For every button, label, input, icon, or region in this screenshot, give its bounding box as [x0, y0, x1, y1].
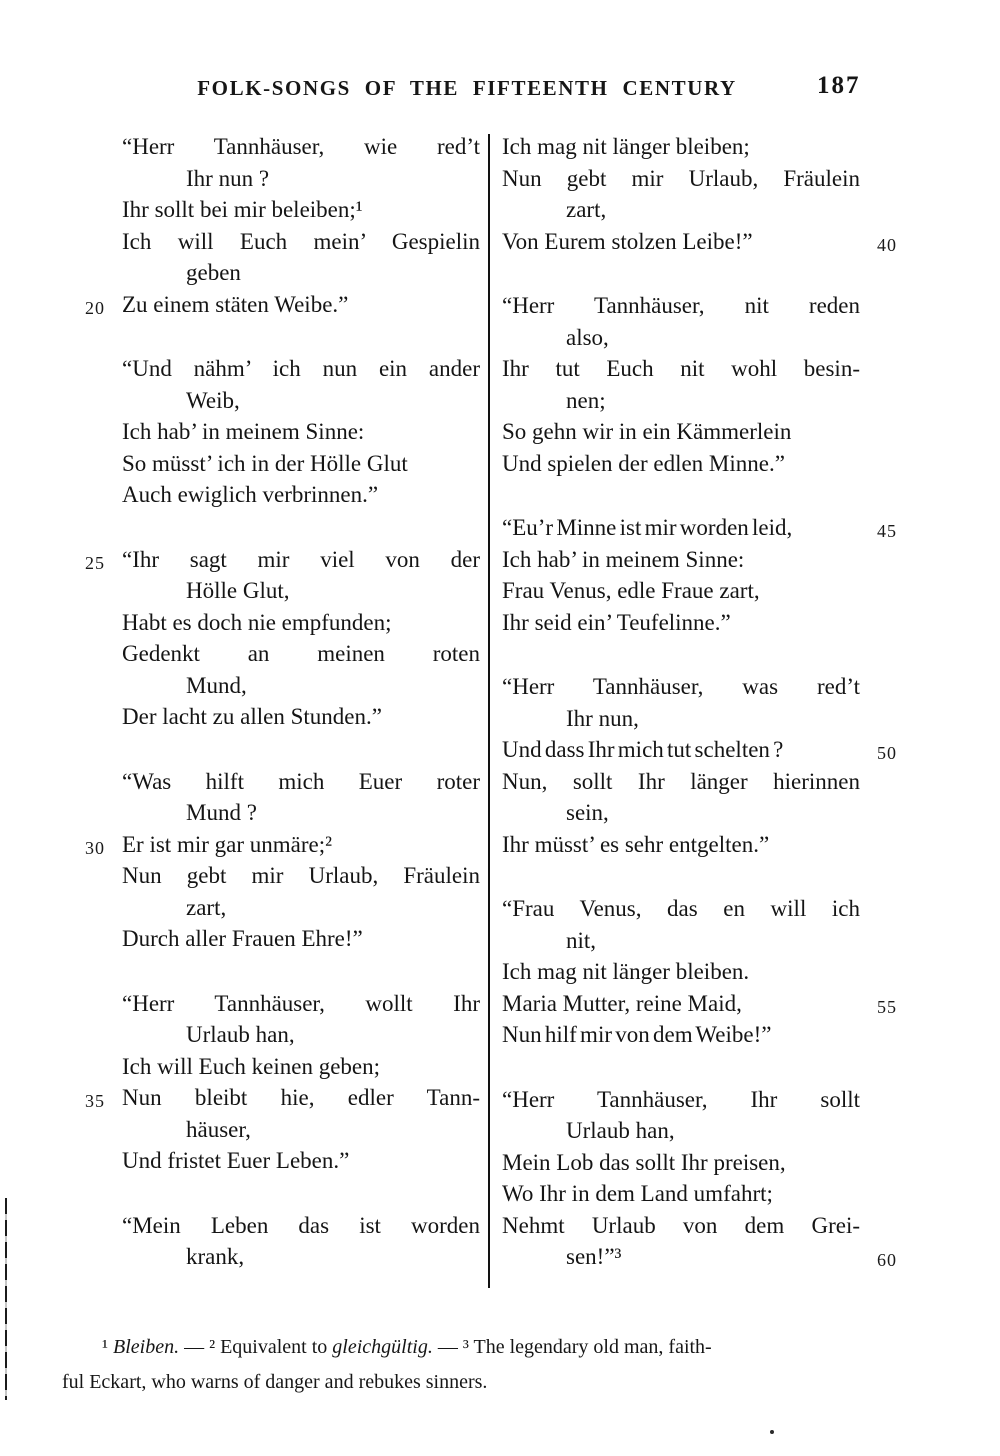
verse-line-continuation	[502, 1241, 897, 1273]
verse-line	[502, 1019, 860, 1051]
verse-line-continuation	[502, 703, 860, 735]
verse-line	[502, 956, 860, 988]
footnote-text: — ² Equivalent to	[179, 1336, 333, 1358]
verse-line	[502, 226, 897, 258]
verse-text: “Eu’r Minne ist mir worden leid,	[502, 515, 793, 540]
verse-text: Weib,	[186, 387, 240, 413]
verse-line	[85, 1082, 480, 1114]
stanza	[85, 544, 480, 733]
verse-line	[502, 544, 860, 576]
verse-text: Nun gebt mir Urlaub, Fräulein	[122, 863, 480, 888]
verse-text: Und fristet Euer Leben.”	[122, 1148, 350, 1173]
verse-line-continuation	[502, 322, 860, 354]
line-number: 25	[85, 552, 105, 573]
ink-speck	[770, 1430, 774, 1434]
verse-line	[122, 638, 480, 670]
verse-line	[122, 353, 480, 385]
verse-text: “Und nähm’ ich nun ein ander	[122, 356, 480, 381]
verse-line	[502, 829, 860, 861]
verse-line	[502, 1147, 860, 1179]
verse-text: Habt es doch nie empfunden;	[122, 609, 392, 635]
verse-line	[122, 923, 480, 955]
verse-text: krank,	[186, 1244, 245, 1269]
verse-line-continuation	[502, 1115, 860, 1147]
verse-text: Von Eurem stolzen Leibe!”	[502, 228, 753, 254]
verse-line	[85, 544, 480, 576]
stanza	[502, 131, 897, 257]
line-number: 20	[85, 297, 105, 318]
verse-text: Wo Ihr in dem Land umfahrt;	[502, 1181, 773, 1206]
verse-text: Und spielen der edlen Minne.”	[502, 450, 785, 476]
verse-text: Ihr müsst’ es sehr entgelten.”	[502, 831, 770, 857]
verse-text: Zu einem stäten Weibe.”	[122, 291, 349, 317]
verse-line-continuation	[122, 1241, 480, 1273]
verse-text: Ihr nun ?	[186, 165, 270, 191]
verse-line	[122, 1210, 480, 1242]
line-number: 55	[877, 996, 897, 1017]
running-title: FOLK-SONGS OF THE FIFTEENTH CENTURY	[197, 76, 737, 100]
verse-line	[85, 829, 480, 861]
verse-text: “Herr Tannhäuser, wie red’t	[122, 134, 480, 159]
stanza	[85, 131, 480, 320]
verse-line	[122, 860, 480, 892]
verse-line	[502, 988, 897, 1020]
verse-line-continuation	[502, 925, 860, 957]
verse-line-continuation	[502, 385, 860, 417]
stanza	[85, 988, 480, 1177]
stanza	[502, 893, 897, 1051]
stanza	[502, 1084, 897, 1273]
verse-text: Ich mag nit länger bleiben.	[502, 959, 750, 984]
verse-line	[502, 1084, 860, 1116]
line-number: 30	[85, 837, 105, 858]
verse-text: Nun, sollt Ihr länger hierinnen	[502, 768, 860, 794]
verse-text: Auch ewiglich verbrinnen.”	[122, 482, 379, 507]
verse-column-left	[85, 131, 480, 1306]
verse-line	[502, 416, 860, 448]
verse-line	[502, 607, 860, 639]
verse-text: “Was hilft mich Euer roter	[122, 768, 480, 794]
verse-line-continuation	[502, 797, 860, 829]
verse-text: Urlaub han,	[566, 1118, 675, 1143]
verse-line-continuation	[122, 575, 480, 607]
verse-text: Nun gebt mir Urlaub, Fräulein	[502, 165, 860, 191]
verse-line	[85, 289, 480, 321]
verse-text: Und dass Ihr mich tut schelten ?	[502, 737, 784, 762]
verse-text: sein,	[566, 800, 609, 825]
verse-text: Ich hab’ in meinem Sinne:	[122, 419, 365, 444]
verse-text: also,	[566, 324, 609, 350]
verse-line	[502, 131, 860, 163]
verse-text: Frau Venus, edle Fraue zart,	[502, 578, 760, 603]
verse-line	[122, 766, 480, 798]
verse-text: nen;	[566, 387, 606, 413]
verse-line-continuation	[122, 670, 480, 702]
verse-text: “Herr Tannhäuser, Ihr sollt	[502, 1086, 860, 1112]
verse-line-continuation	[122, 163, 480, 195]
verse-line	[122, 226, 480, 258]
verse-text: Hölle Glut,	[186, 578, 290, 603]
stanza	[85, 766, 480, 955]
verse-text: zart,	[186, 894, 227, 920]
verse-text: Ich mag nit länger bleiben;	[502, 134, 750, 159]
verse-text: “Ihr sagt mir viel von der	[122, 546, 480, 572]
verse-text: Urlaub han,	[186, 1022, 295, 1047]
verse-text: Ich hab’ in meinem Sinne:	[502, 546, 745, 572]
line-number: 40	[877, 234, 897, 255]
verse-line	[502, 734, 897, 766]
verse-text: Maria Mutter, reine Maid,	[502, 990, 742, 1016]
line-number: 35	[85, 1091, 105, 1111]
verse-text: Durch aller Frauen Ehre!”	[122, 926, 363, 951]
verse-text: Nun hilf mir von dem Weibe!”	[502, 1022, 772, 1047]
footnote-text: ¹	[102, 1336, 113, 1358]
verse-line	[122, 448, 480, 480]
verse-text: So müsst’ ich in der Hölle Glut	[122, 450, 408, 476]
stanza	[122, 353, 480, 511]
verse-text: “Herr Tannhäuser, nit reden	[502, 293, 860, 318]
verse-line	[502, 353, 860, 385]
verse-text: Gedenkt an meinen roten	[122, 641, 480, 666]
verse-text: So gehn wir in ein Kämmerlein	[502, 419, 792, 444]
verse-line	[502, 448, 860, 480]
verse-line-continuation	[122, 385, 480, 417]
footnote-italic-term: gleichgültig.	[332, 1336, 433, 1358]
verse-text: “Mein Leben das ist worden	[122, 1212, 480, 1238]
verse-text: Nehmt Urlaub von dem Grei-	[502, 1212, 860, 1238]
verse-text: Mund,	[186, 672, 247, 698]
verse-text: Mein Lob das sollt Ihr preisen,	[502, 1149, 786, 1175]
verse-text: häuser,	[186, 1116, 251, 1142]
verse-line	[502, 766, 860, 798]
verse-text: Er ist mir gar unmäre;²	[122, 831, 332, 857]
footnote-text: ful Eckart, who warns of danger and rebukes sinners.	[62, 1371, 488, 1393]
stanza	[502, 671, 897, 860]
stanza	[502, 512, 897, 638]
verse-text: Ihr nun,	[566, 705, 639, 731]
verse-text: “Herr Tannhäuser, wollt Ihr	[122, 990, 480, 1016]
verse-text: Der lacht zu allen Stunden.”	[122, 704, 382, 729]
verse-line	[502, 893, 860, 925]
page-header	[0, 72, 1000, 110]
verse-text: Ihr sollt bei mir beleiben;¹	[122, 197, 363, 222]
scan-artifact-line	[5, 1198, 7, 1400]
line-number: 50	[877, 743, 897, 763]
verse-line	[122, 607, 480, 639]
verse-line-continuation	[122, 1019, 480, 1051]
verse-text: Ich will Euch keinen geben;	[122, 1053, 381, 1079]
page-number: 187	[817, 72, 861, 99]
footnote-line	[62, 1365, 902, 1400]
verse-line	[502, 671, 860, 703]
verse-line-continuation	[502, 194, 860, 226]
footnote-text: — ³ The legendary old man, faith-	[432, 1336, 712, 1358]
verse-text: geben	[186, 260, 241, 285]
verse-text: zart,	[566, 197, 607, 222]
stanza	[502, 290, 860, 479]
verse-line	[502, 1178, 860, 1210]
verse-text: “Frau Venus, das en will ich	[502, 896, 860, 921]
verse-text: sen!”³	[566, 1244, 622, 1269]
footnote	[62, 1330, 902, 1400]
verse-text: nit,	[566, 927, 597, 953]
verse-text: “Herr Tannhäuser, was red’t	[502, 674, 860, 699]
verse-line	[122, 1145, 480, 1177]
verse-line-continuation	[122, 892, 480, 924]
line-number: 60	[877, 1250, 897, 1270]
verse-text: Ich will Euch mein’ Gespielin	[122, 228, 480, 254]
verse-line	[502, 512, 897, 544]
verse-line	[122, 479, 480, 511]
verse-line	[122, 416, 480, 448]
verse-line	[122, 131, 480, 163]
verse-text: Nun bleibt hie, edler Tann-	[122, 1085, 480, 1110]
verse-line	[122, 988, 480, 1020]
column-rule	[488, 134, 490, 1288]
footnote-line	[62, 1330, 902, 1365]
verse-line	[502, 163, 860, 195]
verse-line	[502, 290, 860, 322]
verse-line-continuation	[122, 797, 480, 829]
stanza	[122, 1210, 480, 1273]
line-number: 45	[877, 521, 897, 541]
verse-line-continuation	[122, 1114, 480, 1146]
verse-text: Ihr seid ein’ Teufelinne.”	[502, 609, 731, 635]
verse-line	[502, 575, 860, 607]
verse-text: Mund ?	[186, 800, 257, 825]
verse-line	[122, 1051, 480, 1083]
verse-text: Ihr tut Euch nit wohl besin-	[502, 356, 860, 381]
verse-line	[502, 1210, 860, 1242]
verse-line	[122, 701, 480, 733]
verse-line-continuation	[122, 257, 480, 289]
verse-column-right	[502, 131, 897, 1306]
footnote-italic-term: Bleiben.	[113, 1336, 180, 1358]
verse-line	[122, 194, 480, 226]
